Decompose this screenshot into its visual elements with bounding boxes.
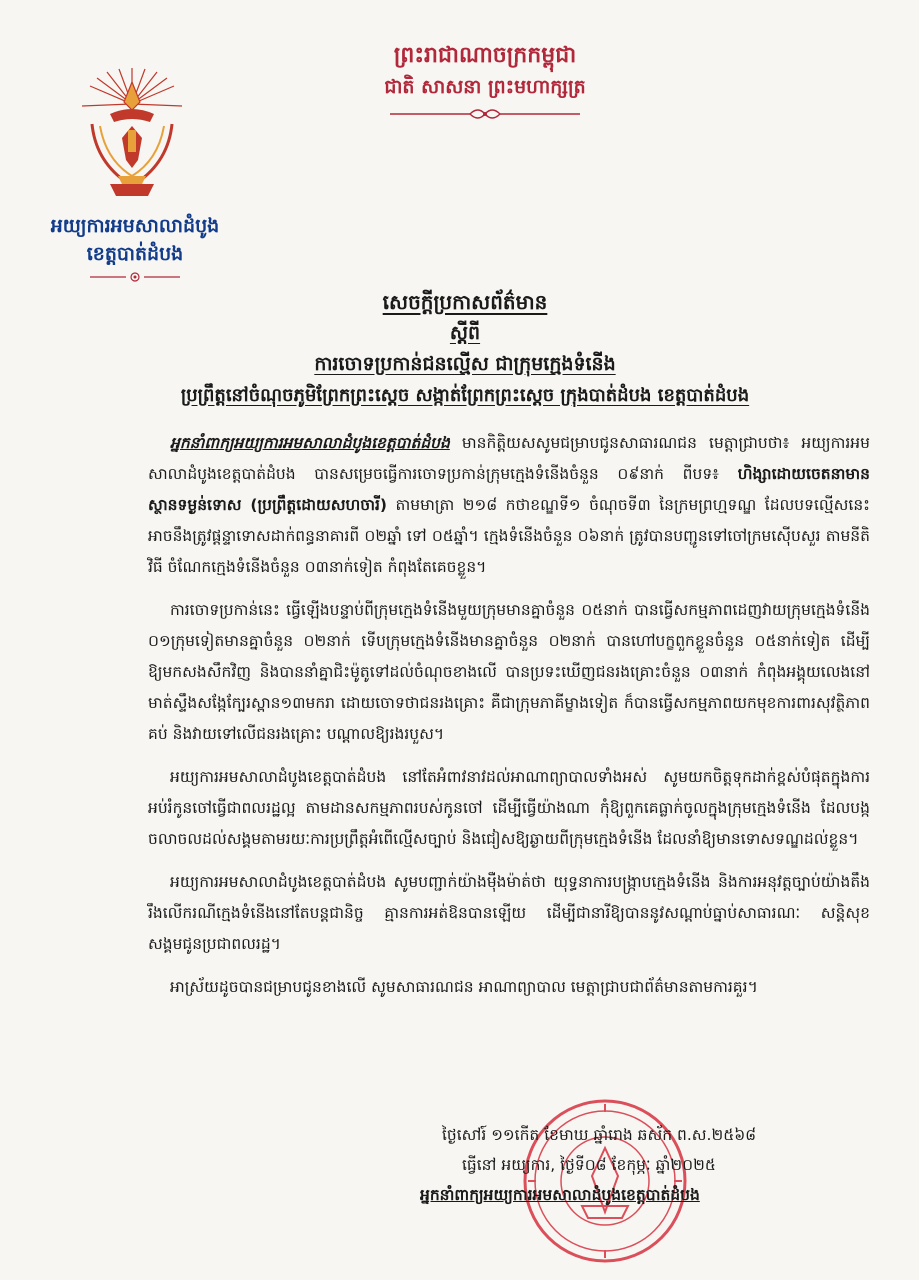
kingdom-motto: ជាតិ សាសនា ព្រះមហាក្សត្រ xyxy=(384,76,586,98)
kingdom-title: ព្រះរាជាណាចក្រកម្ពុជា xyxy=(393,43,577,68)
announcement-body xyxy=(148,428,870,1015)
paragraph-4: អយ្យការអមសាលាដំបូងខេត្តបាត់ដំបង សូមបញ្ជាក់យ៉ាងម៉ឺងម៉ាត់ថា យុទ្ធនាការបង្ក្រាបក្មេងទំនើង និងការអនុវត្តច្បាប់យ៉ាងតឹងរឹងលើករណីក្មេងទំនើងនៅតែបន្តជានិច្ច គ្មានការអត់ឱនបានឡើយ ដើម្បីជានារីឱ្យបាននូវសណ្តាប់ធ្នាប់សាធារណៈ សន្តិសុខសង្គមជូនប្រជាពលរដ្ឋ។ xyxy=(148,873,870,953)
court-emblem-icon xyxy=(72,64,192,204)
kingdom-header xyxy=(320,40,650,126)
ornament-divider-icon xyxy=(390,106,580,122)
announcement-subject-line2: ប្រព្រឹត្តនៅចំណុចភូមិព្រែកព្រះស្តេច សង្កាត់ព្រែកព្រះស្តេច ក្រុងបាត់ដំបង ខេត្តបាត់ដំបង xyxy=(180,385,750,406)
court-name-block xyxy=(20,212,250,287)
lunar-date: ថ្ងៃសៅរ៍ ១១កើត ខែមាឃ ឆ្នាំរោង ឆស័ក ព.ស.២៥៦៨ xyxy=(442,1126,757,1144)
announcement-titles xyxy=(40,286,890,412)
paragraph-1-text-b: តាមមាត្រា ២១៨ កថាខណ្ឌទី១ ចំណុចទី៣ នៃក្រមព្រហ្មទណ្ឌ ដែលបទល្មើសនេះ អាចនឹងត្រូវផ្តន្ទាទោសដាក់ពន្ធនាគារពី ០២ឆ្នាំ ទៅ ០៥ឆ្នាំ។ ក្មេងទំនើងចំនួន ០៦នាក់ ត្រូវបានបញ្ជូនទៅចៅក្រមស៊ើបសួរ តាមនីតិវិធី ចំណែកក្មេងទំនើងចំនួន ០៣នាក់ទៀត កំពុងតែគេចខ្លួន។ xyxy=(148,496,870,576)
paragraph-3: អយ្យការអមសាលាដំបូងខេត្តបាត់ដំបង នៅតែអំពាវនាវដល់អាណាព្យាបាលទាំងអស់ សូមយកចិត្តទុកដាក់ខ្ពស់បំផុតក្នុងការអប់រំកូនចៅធ្វើជាពលរដ្ឋល្អ តាមដានសកម្មភាពរបស់កូនចៅ ដើម្បីធ្វើយ៉ាងណា កុំឱ្យពួកគេធ្លាក់ចូលក្នុងក្រុមក្មេងទំនើង ដែលបង្កចលាចលដល់សង្គមតាមរយៈការប្រព្រឹត្តអំពើល្មើសច្បាប់ និងជៀសឱ្យឆ្ងាយពីក្រុមក្មេងទំនើង ដែលនាំឱ្យមានទោសទណ្ឌដល់ខ្លួន។ xyxy=(148,768,870,848)
announcement-subject-label: ស្តីពី xyxy=(449,322,481,344)
paragraph-5: អាស្រ័យដូចបានជម្រាបជូនខាងលើ សូមសាធារណជន អាណាព្យាបាល មេត្តាជ្រាបជាព័ត៌មានតាមការគួរ។ xyxy=(170,978,758,996)
signature-block xyxy=(420,1120,880,1210)
place-and-date: ធ្វើនៅ អយ្យការ, ថ្ងៃទី០៨ ខែកុម្ភៈ ឆ្នាំ២០២៥ xyxy=(462,1156,716,1174)
charge-name: ហិង្សាដោយចេតនាមានស្ថានទម្ងន់ទោស (ប្រព្រឹត្តដោយសហចារី) xyxy=(148,465,870,514)
announcement-subject-line1: ការចោទប្រកាន់ជនល្មើស ជាក្រុមក្មេងទំនើង xyxy=(314,353,616,375)
paragraph-2: ការចោទប្រកាន់នេះ ធ្វើឡើងបន្ទាប់ពីក្រុមក្មេងទំនើងមួយក្រុមមានគ្នាចំនួន ០៥នាក់ បានធ្វើសកម្មភាពដេញវាយក្រុមក្មេងទំនើង ០១ក្រុមទៀតមានគ្នាចំនួន ០២នាក់ ទើបក្រុមក្មេងទំនើងមានគ្នាចំនួន ០២នាក់ បានហៅបក្ខពួកខ្លួនចំនួន ០៥នាក់ទៀត ដើម្បីឱ្យមកសងសឹកវិញ និងបាននាំគ្នាជិះម៉ូតូទៅដល់ចំណុចខាងលើ បានប្រទះឃើញជនរងគ្រោះចំនួន ០៣នាក់ កំពុងអង្គុយលេងនៅមាត់ស្ទឹងសង្កែក្បែរស្ពាន១៣មករា ដោយចោទថាជនរងគ្រោះ គឺជាក្រុមភាគីម្ខាងទៀត ក៏បានធ្វើសកម្មភាពយកមុខការពារសុវត្ថិភាពគប់ និងវាយទៅលើជនរងគ្រោះ បណ្តាលឱ្យរងរបួស។ xyxy=(148,601,870,743)
announcement-title: សេចក្តីប្រកាសព័ត៌មាន xyxy=(382,290,548,314)
spokesperson-lead: អ្នកនាំពាក្យអយ្យការអមសាលាដំបូងខេត្តបាត់ដំបង xyxy=(170,434,450,452)
court-name: អយ្យការអមសាលាដំបូង xyxy=(50,215,220,237)
court-province: ខេត្តបាត់ដំបង xyxy=(86,243,184,265)
signer-title: អ្នកនាំពាក្យអយ្យការអមសាលាដំបូងខេត្តបាត់ដំបង xyxy=(420,1186,700,1204)
paragraph-1 xyxy=(148,428,870,583)
ornament-divider-icon xyxy=(90,271,180,283)
paragraph-1-text-a: មានកិត្តិយសសូមជម្រាបជូនសាធារណជន មេត្តាជ្រាបថា៖ អយ្យការអមសាលាដំបូងខេត្តបាត់ដំបង បានសម្រេចធ្វើការចោទប្រកាន់ក្រុមក្មេងទំនើងចំនួន ០៩នាក់ ពីបទ៖ xyxy=(148,434,870,483)
